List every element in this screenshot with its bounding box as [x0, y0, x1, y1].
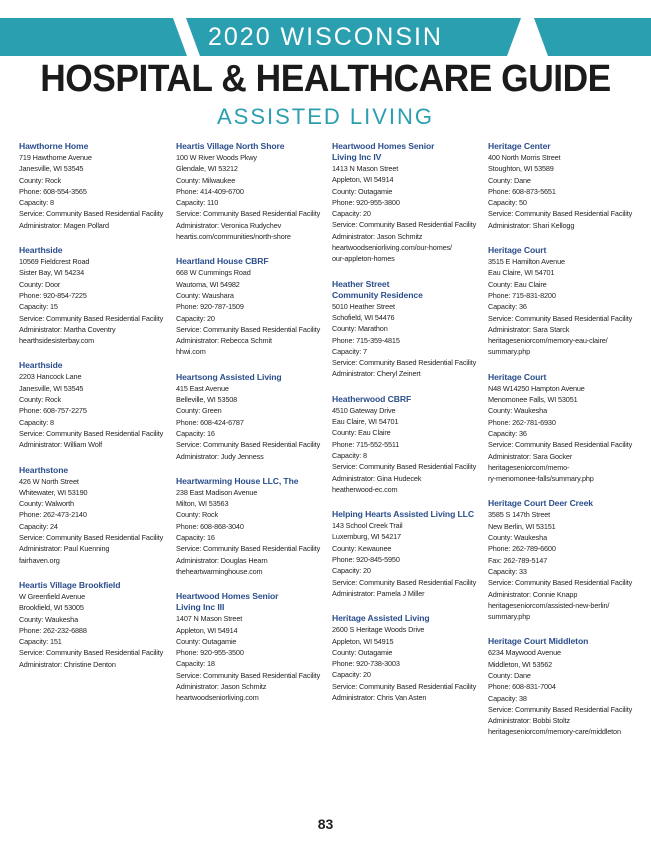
facility-detail: Phone: 414-409-6700 [176, 186, 244, 196]
facility-detail: Phone: 920-854-7225 [19, 290, 87, 300]
facility-detail: County: Dane [488, 175, 531, 185]
facility-detail: Service: Community Based Residential Facility [176, 670, 321, 680]
facility-name: Hearthside [19, 245, 63, 256]
facility-entry [19, 141, 169, 231]
facility-detail: Capacity: 24 [19, 521, 58, 531]
facility-detail: heartwoodseniorliving.com/our-homes/ [332, 243, 452, 253]
facility-detail: Phone: 920-738-3003 [332, 659, 400, 669]
facility-detail: Brookfield, WI 53005 [19, 603, 84, 613]
facility-detail: Service: Community Based Residential Facility [19, 648, 164, 658]
facility-detail: County: Door [19, 279, 61, 289]
facility-detail: fairhaven.org [19, 555, 60, 565]
facility-detail: Administrator: Cheryl Zeinert [332, 369, 421, 379]
facility-entry [19, 580, 169, 670]
facility-detail: 3585 S 147th Street [488, 510, 551, 520]
facility-detail: County: Marathon [332, 324, 388, 334]
facility-detail: Administrator: Magen Pollard [19, 220, 109, 230]
facility-detail: Capacity: 20 [176, 313, 215, 323]
facility-detail: Phone: 262-232-6888 [19, 625, 87, 635]
facility-detail: Administrator: Sara Gocker [488, 451, 573, 461]
facility-detail: Service: Community Based Residential Facility [176, 209, 321, 219]
facility-name: Heatherwood CBRF [332, 393, 412, 404]
facility-name: Heritage Court Deer Creek [488, 498, 593, 509]
facility-detail: 143 School Creek Trail [332, 521, 403, 531]
facility-detail: Administrator: Martha Coventry [19, 324, 116, 334]
facility-detail: 4510 Gateway Drive [332, 405, 396, 415]
facility-detail: County: Green [176, 406, 222, 416]
facility-name: Heartwarming House LLC, The [176, 475, 299, 486]
facility-detail: summary.php [488, 347, 531, 357]
facility-detail: Phone: 715-831-8200 [488, 290, 556, 300]
facility-entry [488, 636, 638, 737]
listing-column-1 [19, 141, 169, 684]
facility-detail: Capacity: 8 [19, 198, 54, 208]
facility-entry [19, 360, 169, 450]
facility-detail: Capacity: 18 [176, 659, 215, 669]
facility-detail: 100 W River Woods Pkwy [176, 153, 257, 162]
facility-name: Heritage Court [488, 371, 547, 382]
facility-detail: County: Rock [176, 510, 218, 520]
facility-detail: Service: Community Based Residential Facility [488, 209, 633, 219]
facility-name: Heather Street [332, 278, 390, 289]
facility-entry [332, 394, 482, 495]
facility-entry [176, 591, 326, 703]
listing-column-4 [488, 141, 638, 752]
facility-name: Heartis Village North Shore [176, 141, 285, 151]
facility-name: Heritage Court Middleton [488, 636, 589, 647]
facility-detail: Capacity: 16 [176, 533, 215, 543]
facility-detail: heritageseniorcom/memory-care/middleton [488, 727, 621, 737]
facility-detail: Administrator: Judy Jenness [176, 451, 264, 461]
facility-detail: Phone: 920-955-3500 [176, 648, 244, 658]
facility-detail: County: Eau Claire [488, 279, 547, 289]
facility-detail: 1407 N Mason Street [176, 614, 243, 624]
facility-detail: Capacity: 8 [19, 417, 54, 427]
facility-name: Heritage Assisted Living [332, 613, 430, 624]
facility-detail: theheartwarminghouse.com [176, 566, 263, 576]
facility-detail: 668 W Cummings Road [176, 268, 251, 278]
facility-detail: Capacity: 33 [488, 566, 527, 576]
facility-detail: 2203 Hancock Lane [19, 372, 82, 382]
facility-detail: Capacity: 20 [332, 566, 371, 576]
facility-detail: County: Eau Claire [332, 428, 391, 438]
facility-name: Heartwood Homes Senior [332, 141, 435, 151]
facility-detail: Phone: 262-473-2140 [19, 510, 87, 520]
facility-name: Community Residence [332, 289, 423, 300]
facility-detail: Capacity: 7 [332, 346, 367, 356]
facility-detail: Phone: 715-359-4815 [332, 335, 400, 345]
facility-detail: summary.php [488, 612, 531, 622]
page-title: HOSPITAL & HEALTHCARE GUIDE [40, 58, 611, 100]
facility-detail: Service: Community Based Residential Facility [176, 324, 321, 334]
facility-detail: Capacity: 38 [488, 693, 527, 703]
facility-detail: Administrator: Jason Schmitz [332, 231, 423, 241]
facility-detail: Middleton, WI 53562 [488, 659, 553, 669]
facility-detail: Administrator: Gina Hudecek [332, 473, 422, 483]
facility-entry [488, 141, 638, 231]
facility-detail: 5010 Heather Street [332, 301, 395, 311]
facility-detail: Janesville, WI 53545 [19, 383, 84, 393]
facility-detail: Phone: 262-781-6930 [488, 417, 556, 427]
listing-column-2 [176, 141, 326, 718]
facility-entry [176, 372, 326, 462]
facility-detail: Phone: 262-789-6600 [488, 544, 556, 554]
facility-detail: Wautoma, WI 54982 [176, 279, 240, 289]
facility-detail: Service: Community Based Residential Facility [488, 440, 633, 450]
facility-detail: Belleville, WI 53508 [176, 395, 238, 405]
facility-detail: Administrator: Christine Denton [19, 659, 116, 669]
facility-detail: heartis.com/communities/north-shore [176, 232, 291, 242]
facility-detail: Phone: 608-554-3565 [19, 186, 87, 196]
facility-detail: Service: Community Based Residential Facility [332, 681, 477, 691]
facility-detail: Whitewater, WI 53190 [19, 487, 88, 497]
facility-detail: Administrator: Chris Van Asten [332, 692, 427, 702]
facility-detail: County: Outagamie [332, 647, 393, 657]
facility-detail: N48 W14250 Hampton Avenue [488, 383, 585, 393]
facility-detail: 6234 Maywood Avenue [488, 648, 561, 658]
facility-entry [176, 256, 326, 357]
facility-detail: Eau Claire, WI 54701 [488, 268, 555, 278]
section-subtitle: ASSISTED LIVING [216, 104, 435, 129]
facility-entry [19, 245, 169, 346]
facility-detail: Appleton, WI 54914 [332, 175, 394, 185]
facility-detail: Service: Community Based Residential Facility [19, 533, 164, 543]
facility-detail: Administrator: Connie Knapp [488, 589, 578, 599]
facility-detail: Service: Community Based Residential Facility [19, 428, 164, 438]
facility-detail: Service: Community Based Residential Facility [488, 704, 633, 714]
facility-detail: Capacity: 151 [19, 637, 62, 647]
facility-detail: Capacity: 8 [332, 450, 367, 460]
facility-detail: Phone: 608-424-6787 [176, 417, 244, 427]
facility-detail: County: Dane [488, 670, 531, 680]
facility-entry [332, 279, 482, 380]
facility-entry [332, 141, 482, 265]
facility-detail: Fax: 262-789-5147 [488, 555, 548, 565]
facility-name: Heartwood Homes Senior [176, 591, 279, 602]
facility-detail: hearthsidesisterbay.com [19, 336, 95, 346]
facility-detail: Glendale, WI 53212 [176, 164, 238, 174]
facility-detail: Administrator: Paul Kuenning [19, 544, 110, 554]
facility-entry [488, 372, 638, 485]
facility-entry [176, 141, 326, 242]
header-banner [0, 18, 651, 56]
facility-detail: Service: Community Based Residential Facility [332, 577, 477, 587]
facility-detail: Stoughton, WI 53589 [488, 164, 554, 174]
facility-detail: 10569 Fieldcrest Road [19, 257, 90, 267]
facility-name: Living Inc III [176, 602, 225, 613]
facility-detail: Administrator: Pamela J Miller [332, 588, 425, 598]
facility-detail: 3515 E Hamilton Avenue [488, 257, 565, 267]
facility-detail: heartwoodseniorliving.com [176, 693, 259, 703]
page-number: 83 [317, 816, 334, 832]
facility-detail: County: Rock [19, 395, 61, 405]
facility-detail: County: Outagamie [176, 636, 237, 646]
facility-detail: Service: Community Based Residential Facility [19, 209, 164, 219]
facility-detail: heritageseniorcom/memo- [488, 462, 570, 472]
facility-detail: Service: Community Based Residential Facility [176, 544, 321, 554]
facility-detail: Phone: 608-757-2275 [19, 406, 87, 416]
facility-detail: Administrator: Sara Starck [488, 324, 570, 334]
facility-detail: Administrator: Rebecca Schmit [176, 336, 272, 346]
facility-detail: 2600 S Heritage Woods Drive [332, 625, 425, 635]
facility-detail: our-appleton-homes [332, 254, 395, 264]
facility-detail: Schofield, WI 54476 [332, 312, 395, 322]
facility-detail: Phone: 715-552-5511 [332, 439, 400, 449]
facility-detail: Administrator: Veronica Rudychev [176, 220, 282, 230]
facility-detail: Capacity: 36 [488, 302, 527, 312]
facility-detail: Capacity: 20 [332, 209, 371, 219]
facility-detail: County: Waushara [176, 290, 234, 300]
facility-detail: County: Outagamie [332, 186, 393, 196]
facility-detail: Service: Community Based Residential Facility [19, 313, 164, 323]
facility-name: Hawthorne Home [19, 141, 89, 151]
facility-detail: 1413 N Mason Street [332, 164, 399, 173]
facility-detail: County: Waukesha [488, 533, 547, 543]
facility-name: Heartland House CBRF [176, 256, 269, 267]
facility-detail: County: Kewaunee [332, 543, 392, 553]
facility-detail: County: Walworth [19, 499, 74, 509]
facility-detail: Milton, WI 53563 [176, 499, 229, 509]
facility-detail: Service: Community Based Residential Facility [332, 358, 477, 368]
facility-detail: hhwi.com [176, 347, 206, 357]
facility-detail: Service: Community Based Residential Facility [488, 578, 633, 588]
facility-detail: County: Milwaukee [176, 175, 236, 185]
facility-detail: Phone: 920-955-3800 [332, 197, 400, 207]
facility-entry [488, 245, 638, 358]
facility-detail: ry-menomonee-falls/summary.php [488, 474, 594, 484]
facility-detail: Administrator: Shari Kellogg [488, 220, 575, 230]
facility-name: Heritage Court [488, 245, 547, 256]
facility-detail: Appleton, WI 54915 [332, 636, 394, 646]
facility-detail: 426 W North Street [19, 476, 79, 486]
facility-detail: Capacity: 36 [488, 428, 527, 438]
facility-name: Heritage Center [488, 141, 551, 151]
facility-name: Heartis Village Brookfield [19, 579, 121, 590]
facility-detail: 719 Hawthorne Avenue [19, 153, 92, 162]
banner-title: 2020 WISCONSIN [207, 23, 443, 51]
facility-detail: Capacity: 110 [176, 198, 219, 208]
facility-detail: heatherwood-ec.com [332, 484, 398, 494]
facility-entry [332, 613, 482, 703]
facility-detail: heritageseniorcom/assisted-new-berlin/ [488, 600, 610, 610]
facility-detail: Service: Community Based Residential Facility [332, 462, 477, 472]
facility-detail: Luxemburg, WI 54217 [332, 532, 401, 542]
facility-name: Living Inc IV [332, 152, 382, 162]
facility-entry [176, 476, 326, 577]
facility-detail: Janesville, WI 53545 [19, 164, 84, 174]
facility-detail: Phone: 608-873-5651 [488, 186, 556, 196]
facility-detail: Phone: 608-868-3040 [176, 521, 244, 531]
listing-column-3 [332, 141, 482, 717]
facility-name: Helping Hearts Assisted Living LLC [332, 509, 474, 520]
facility-entry [19, 465, 169, 566]
facility-detail: Eau Claire, WI 54701 [332, 417, 399, 427]
facility-name: Heartsong Assisted Living [176, 371, 282, 382]
facility-detail: Capacity: 15 [19, 302, 58, 312]
facility-detail: Administrator: William Wolf [19, 440, 102, 450]
facility-detail: 415 East Avenue [176, 383, 229, 393]
facility-detail: Phone: 608-831-7004 [488, 682, 556, 692]
facility-detail: Phone: 920-845-5950 [332, 555, 400, 565]
facility-detail: Sister Bay, WI 54234 [19, 268, 84, 278]
facility-detail: Service: Community Based Residential Facility [488, 313, 633, 323]
facility-detail: Service: Community Based Residential Facility [176, 440, 321, 450]
facility-detail: Capacity: 50 [488, 198, 527, 208]
facility-detail: Phone: 920-787-1509 [176, 302, 244, 312]
facility-detail: County: Rock [19, 175, 61, 185]
facility-detail: Administrator: Jason Schmitz [176, 681, 267, 691]
facility-detail: New Berlin, WI 53151 [488, 521, 556, 531]
facility-detail: Capacity: 20 [332, 670, 371, 680]
facility-detail: Capacity: 16 [176, 428, 215, 438]
facility-entry [488, 498, 638, 622]
facility-detail: County: Waukesha [488, 406, 547, 416]
facility-name: Hearthstone [19, 464, 69, 475]
facility-detail: Menomonee Falls, WI 53051 [488, 395, 578, 405]
facility-detail: Administrator: Douglas Hearn [176, 555, 268, 565]
facility-detail: County: Waukesha [19, 614, 78, 624]
facility-detail: 400 North Morris Street [488, 153, 561, 162]
facility-entry [332, 509, 482, 599]
facility-detail: Service: Community Based Residential Facility [332, 220, 477, 230]
facility-detail: W Greenfield Avenue [19, 591, 85, 601]
facility-name: Hearthside [19, 360, 63, 371]
facility-detail: Appleton, WI 54914 [176, 625, 238, 635]
facility-detail: 238 East Madison Avenue [176, 487, 258, 497]
facility-detail: heritageseniorcom/memory-eau-claire/ [488, 336, 608, 346]
listing-columns [19, 141, 644, 781]
facility-detail: Administrator: Bobbi Stoltz [488, 716, 570, 726]
